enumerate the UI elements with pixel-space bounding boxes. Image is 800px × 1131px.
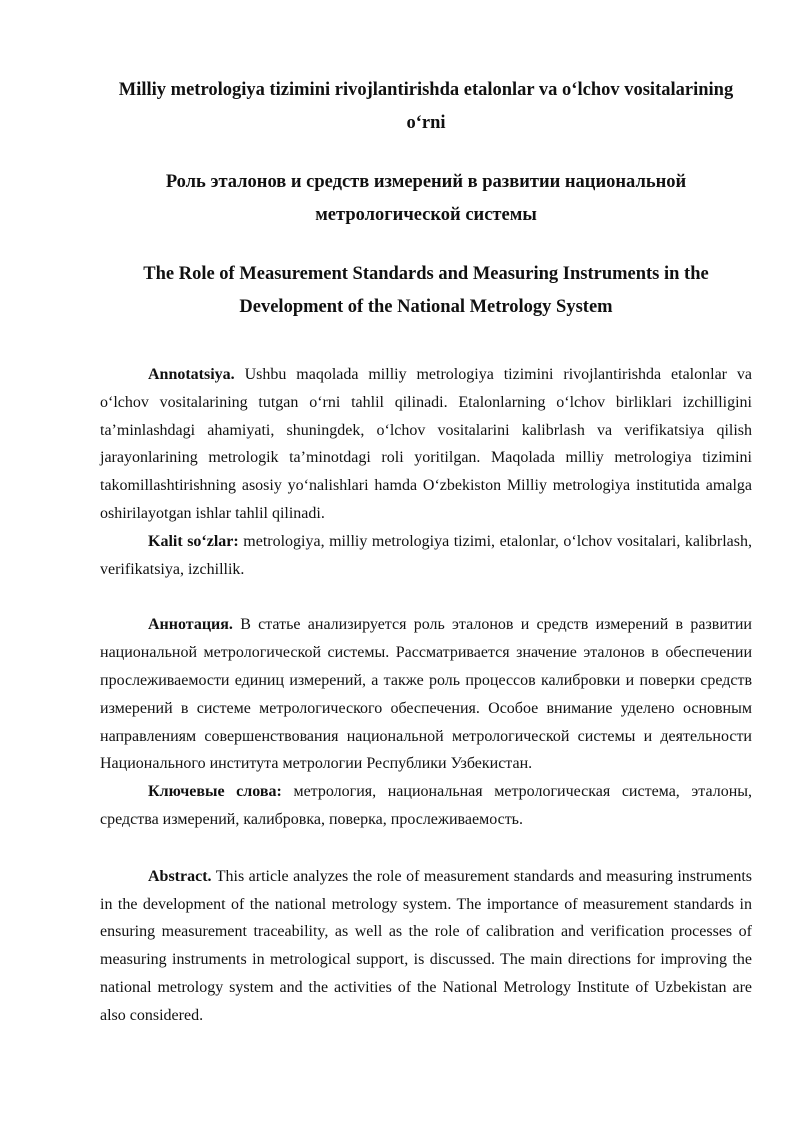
abstract-label-english: Abstract.	[148, 867, 212, 885]
keywords-uzbek	[100, 528, 752, 584]
keywords-label-uzbek: Kalit soʻzlar:	[148, 532, 239, 550]
title-russian: Роль эталонов и средств измерений в развитии национальной метрологической системы	[165, 172, 687, 225]
title-uzbek: Milliy metrologiya tizimini rivojlantirishda etalonlar va oʻlchov vositalarining oʻrni	[118, 80, 734, 133]
section-spacer	[100, 834, 752, 863]
abstract-text-english: This article analyzes the role of measurement standards and measuring instruments in the development of the national metrology system. The importance of measurement standards in ensuring measurement traceability, as well as the role of calibration and verification processes of measuring instruments in metrological support, is discussed. The main directions for improving the national metrology system and the activities of the National Metrology Institute of Uzbekistan are also considered.	[100, 867, 752, 1024]
keywords-text-uzbek: metrologiya, milliy metrologiya tizimi, etalonlar, oʻlchov vositalari, kalibrlash, verifikatsiya, izchillik.	[100, 532, 752, 578]
keywords-russian	[100, 778, 752, 834]
keywords-label-russian: Ключевые слова:	[148, 783, 282, 801]
abstract-russian	[100, 611, 752, 778]
keywords-text-russian: метрология, национальная метрологическая система, эталоны, средства измерений, калибровка, поверка, прослеживаемость.	[100, 783, 753, 828]
abstract-label-uzbek: Annotatsiya.	[148, 366, 235, 383]
abstract-text-russian: В статье анализируется роль эталонов и средств измерений в развитии национальной метрологической системы. Рассматривается значение эталонов в обеспечении прослеживаемости единиц измерений, а также роль процессов калибровки и поверки средств измерений в системе метрологического обеспечения. Особое внимание уделено основным направлениям совершенствования национальной метрологической системы и деятельности Национального института метрологии Республики Узбекистан.	[100, 616, 752, 773]
title-english: The Role of Measurement Standards and Measuring Instruments in the Development of the National Metrology System	[143, 264, 709, 317]
section-spacer	[100, 583, 752, 611]
abstract-english	[100, 863, 752, 1030]
abstract-text-uzbek: Ushbu maqolada milliy metrologiya tizimini rivojlantirishda etalonlar va oʻlchov vositalarining tutgan oʻrni tahlil qilinadi. Etalonlarning oʻlchov birliklari izchilligini taʼminlashdagi ahamiyati, shuningdek, oʻlchov vositalarini kalibrlash va verifikatsiya qilish jarayonlarining metrologik taʼminotdagi roli yoritilgan. Maqolada milliy metrologiya tizimini takomillashtirishning asosiy yoʻnalishlari hamda Oʻzbekiston Milliy metrologiya institutida amalga oshirilayotgan ishlar tahlil qilinadi.	[100, 366, 752, 522]
abstract-label-russian: Аннотация.	[148, 616, 233, 634]
abstract-uzbek	[100, 361, 752, 528]
